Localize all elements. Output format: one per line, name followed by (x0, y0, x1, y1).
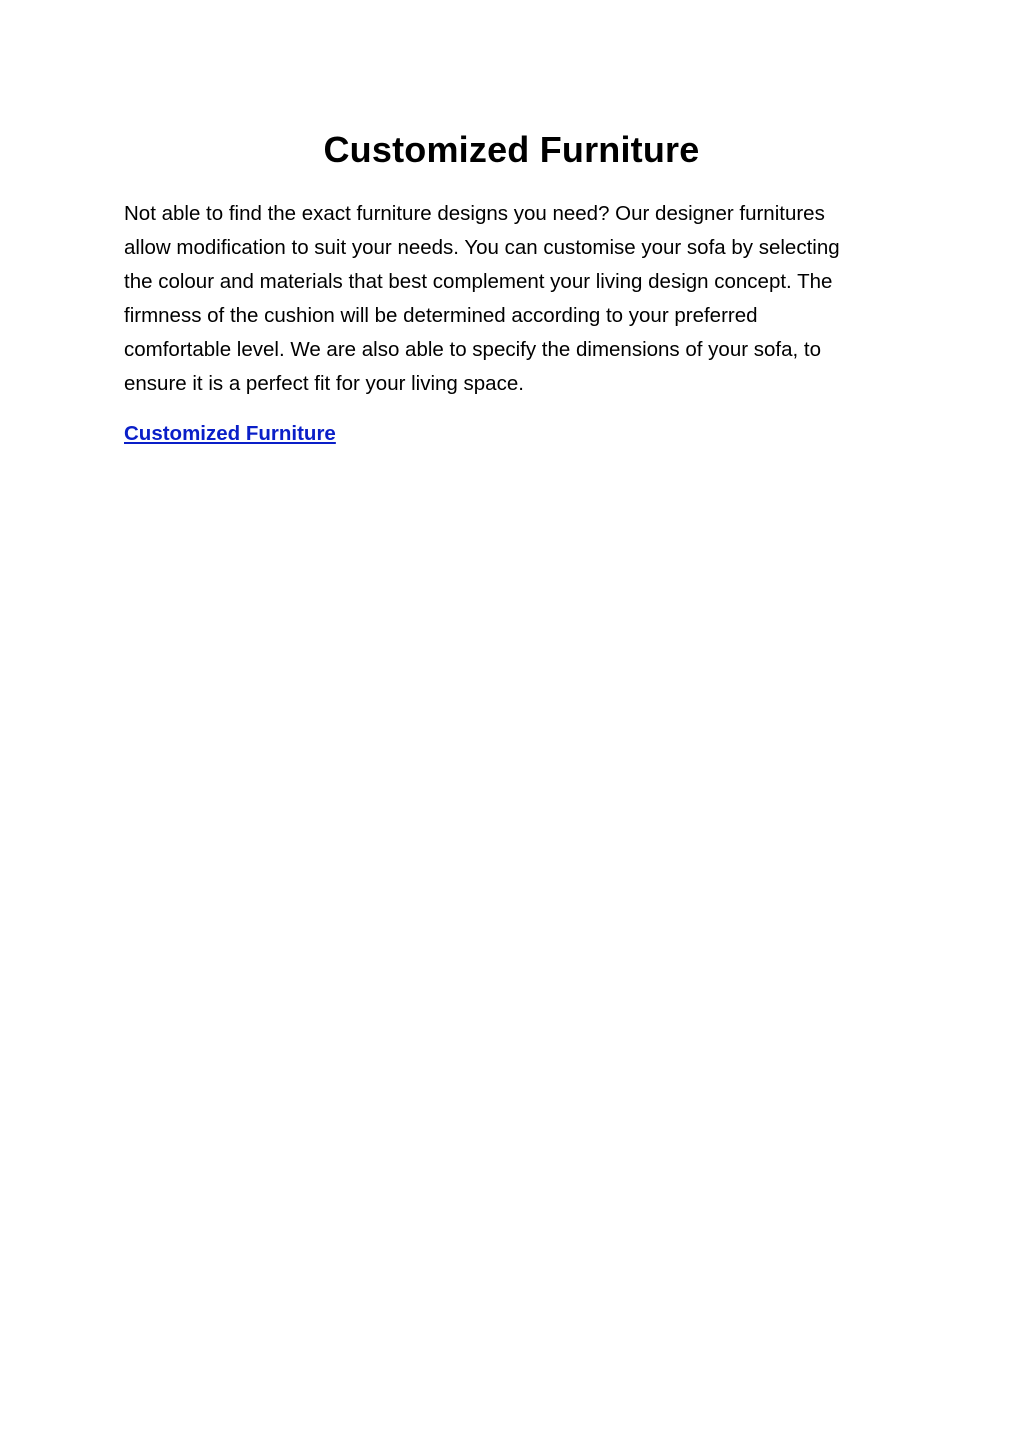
paragraph-line: firmness of the cushion will be determined according to your preferred (124, 304, 758, 327)
page-title: Customized Furniture (323, 129, 700, 170)
paragraph-line: Not able to find the exact furniture designs you need? Our designer furnitures (124, 202, 825, 225)
customized-furniture-link[interactable]: Customized Furniture (124, 422, 336, 445)
paragraph-line: allow modification to suit your needs. You can customise your sofa by selecting (124, 236, 840, 259)
paragraph-line: ensure it is a perfect fit for your living space. (124, 372, 524, 395)
paragraph-line: the colour and materials that best complement your living design concept. The (124, 270, 833, 293)
body-paragraph (124, 197, 914, 401)
paragraph-line: comfortable level. We are also able to specify the dimensions of your sofa, to (124, 338, 821, 361)
